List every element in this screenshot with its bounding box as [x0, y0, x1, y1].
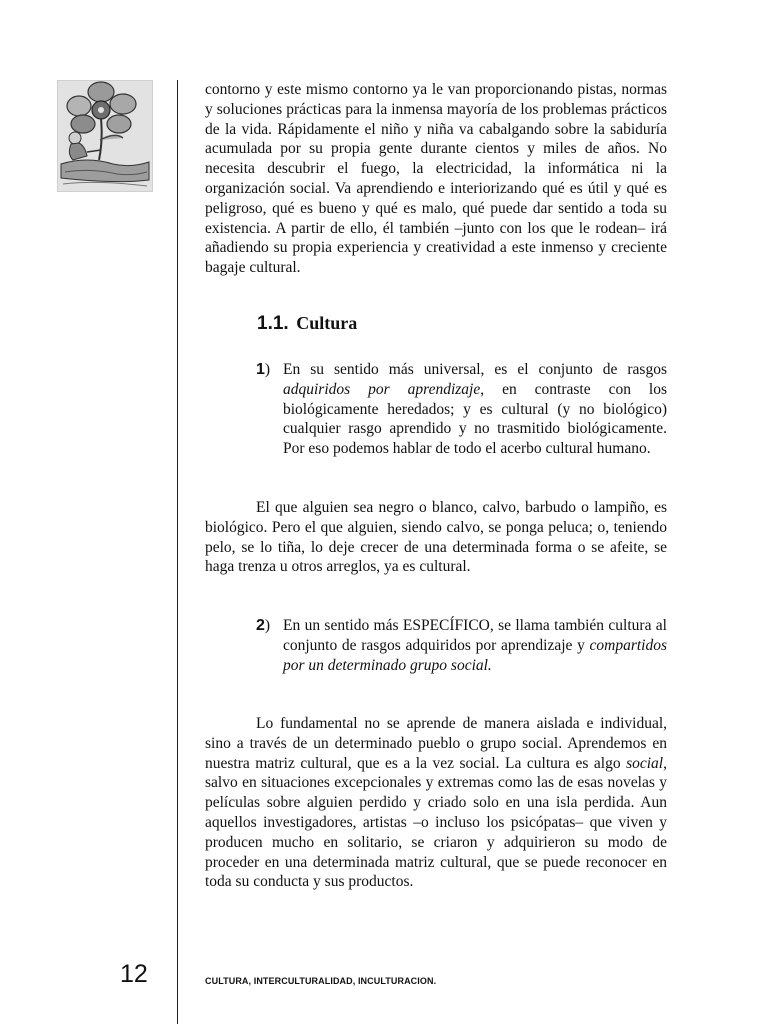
item-1-marker [256, 360, 270, 380]
item-2-text-italic: compartidos por un determinado grupo social. [283, 636, 667, 674]
section-number: 1.1. [257, 313, 289, 334]
paragraph-3-text-italic: social [626, 754, 664, 772]
section-heading [257, 313, 357, 335]
item-2-paren: ) [264, 617, 271, 634]
intro-paragraph [205, 80, 667, 278]
definition-item-2 [256, 616, 667, 675]
item-1-text [283, 360, 667, 459]
vertical-margin-rule [177, 80, 178, 1024]
paragraph-3 [205, 714, 667, 892]
paragraph-3-text-end: , salvo en situaciones excepcionales y extremas como las de esas novelas y películas sobre alguien perdido y criado solo en una isla perdida. Aun aquellos investigadores, artistas –o incluso los psicópatas– que viven y producen mucho en solitario, se criaron y adquirieron su modo de proceder en una determinada matriz cultural, que se puede reconocer en toda su conducta y sus productos. [205, 754, 667, 891]
item-1-text-italic: adquiridos por aprendizaje [283, 380, 481, 398]
paragraph-3-text [205, 714, 667, 892]
section-title: Cultura [296, 313, 358, 333]
intro-paragraph-text: contorno y este mismo contorno ya le van proporcionando pistas, normas y soluciones prácticas para la inmensa mayoría de los problemas prácticos de la vida. Rápidamente el niño y niña va cabalgando sobre la sabiduría acumulada por su propia gente durante cientos y miles de años. No necesita descubrir el fuego, la electricidad, la informática ni la organización social. Va aprendiendo e interiorizando qué es útil y qué es peligroso, qué es bueno y qué es malo, qué puede dar sentido a toda su existencia. A partir de ello, él también –junto con los que le rodean– irá añadiendo su propia experiencia y creatividad a este inmenso y creciente bagaje cultural. [205, 81, 667, 277]
item-2-marker [256, 616, 270, 636]
paragraph-2 [205, 498, 667, 577]
item-1-paren: ) [264, 361, 271, 378]
item-1-number: 1 [256, 361, 265, 378]
flower-illustration-icon [57, 80, 153, 192]
paragraph-2-text: El que alguien sea negro o blanco, calvo, barbudo o lampiño, es biológico. Pero el que alguien, siendo calvo, se ponga peluca; o, teniendo pelo, se lo tiña, lo deje crecer de una determinada forma o se afeite, se haga trenza u otros arreglos, ya es cultural. [205, 499, 667, 576]
definition-item-1 [256, 360, 667, 459]
item-2-text [283, 616, 667, 675]
item-2-text-start: En un sentido más ESPECÍFICO, se llama también cultura al conjunto de rasgos adquiridos por aprendizaje y [283, 617, 667, 654]
paragraph-3-text-start: Lo fundamental no se aprende de manera aislada e individual, sino a través de un determinado pueblo o grupo social. Aprendemos en nuestra matriz cultural, que es a la vez social. La cultura es algo [205, 715, 667, 772]
item-2-number: 2 [256, 617, 265, 634]
item-1-text-start: En su sentido más universal, es el conjunto de rasgos [283, 361, 667, 378]
page-number: 12 [120, 960, 148, 988]
flower-child-illustration [57, 80, 153, 192]
item-1-text-end: , en contraste con los biológicamente heredados; y es cultural (y no biológico) cualquier rasgo aprendido y no trasmitido biológicamente. Por eso podemos hablar de todo el acerbo cultural humano. [283, 380, 668, 458]
running-footer-title: CULTURA, INTERCULTURALIDAD, INCULTURACION. [205, 976, 437, 986]
